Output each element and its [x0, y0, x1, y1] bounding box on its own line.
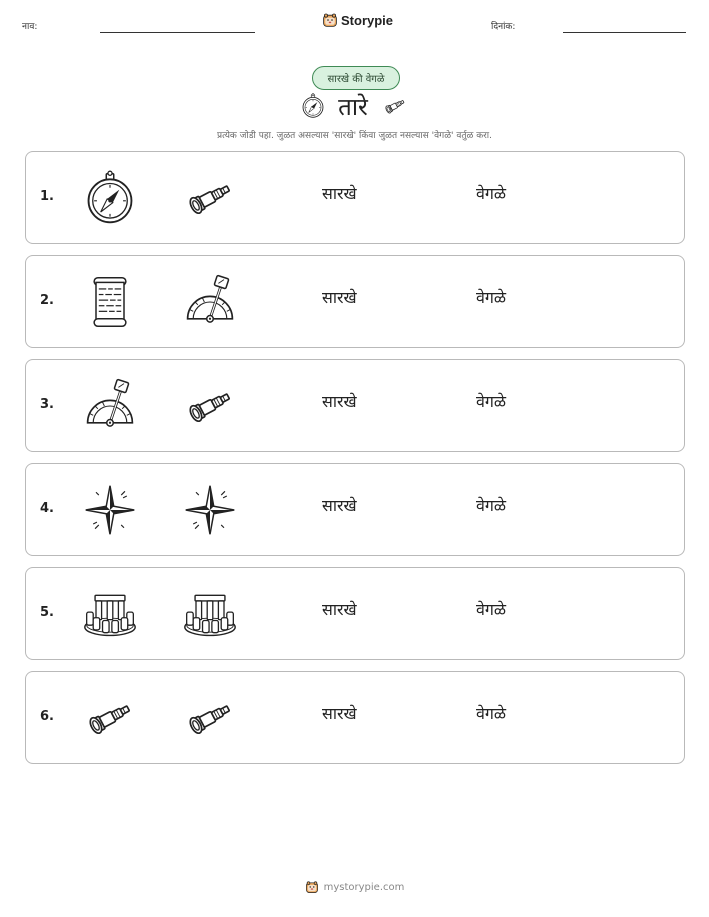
question-row [25, 151, 685, 244]
brand-name: Storypie [341, 12, 394, 28]
question-row [25, 463, 685, 556]
same-option[interactable]: सारखे [322, 704, 357, 723]
name-label: नाव: [22, 22, 38, 32]
north-star-icon [180, 482, 240, 538]
question-number: 4. [40, 501, 54, 516]
different-option[interactable]: वेगळे [476, 600, 507, 619]
telescope-icon [180, 378, 240, 434]
same-option[interactable]: सारखे [322, 496, 357, 515]
question-row [25, 359, 685, 452]
same-option[interactable]: सारखे [322, 288, 357, 307]
page-title: तारे [338, 92, 368, 121]
date-label: दिनांक: [491, 22, 516, 32]
storypie-logo-icon [305, 880, 319, 894]
question-row [25, 567, 685, 660]
stonehenge-icon [180, 586, 240, 642]
worksheet-type-badge: सारखे की वेगळे [312, 66, 400, 90]
astrolabe-icon [80, 378, 140, 434]
stonehenge-icon [80, 586, 140, 642]
question-number: 3. [40, 397, 54, 412]
instruction-text: प्रत्येक जोडी पहा. जुळत असल्यास 'सारखे' किंवा जुळत नसल्यास 'वेगळे' वर्तुळ करा. [216, 131, 492, 141]
telescope-icon [180, 690, 240, 746]
question-number: 1. [40, 189, 54, 204]
different-option[interactable]: वेगळे [476, 392, 507, 411]
star-chart-scroll-icon [80, 274, 140, 330]
footer [0, 880, 709, 894]
name-field[interactable] [100, 32, 255, 33]
question-row [25, 671, 685, 764]
different-option[interactable]: वेगळे [476, 288, 507, 307]
question-number: 2. [40, 293, 54, 308]
footer-url: mystorypie.com [323, 881, 405, 893]
question-number: 6. [40, 709, 54, 724]
telescope-icon [180, 170, 240, 226]
different-option[interactable]: वेगळे [476, 184, 507, 203]
north-star-icon [80, 482, 140, 538]
same-option[interactable]: सारखे [322, 184, 357, 203]
compass-icon [300, 93, 326, 119]
astrolabe-icon [180, 274, 240, 330]
compass-icon [80, 170, 140, 226]
worksheet-header [0, 0, 709, 50]
question-number: 5. [40, 605, 54, 620]
different-option[interactable]: वेगळे [476, 704, 507, 723]
different-option[interactable]: वेगळे [476, 496, 507, 515]
title-row [290, 88, 420, 124]
telescope-icon [80, 690, 140, 746]
date-field[interactable] [563, 32, 686, 33]
question-row [25, 255, 685, 348]
storypie-logo-icon [322, 12, 338, 28]
same-option[interactable]: सारखे [322, 600, 357, 619]
same-option[interactable]: सारखे [322, 392, 357, 411]
brand-logo [322, 12, 393, 28]
telescope-icon [380, 93, 410, 119]
